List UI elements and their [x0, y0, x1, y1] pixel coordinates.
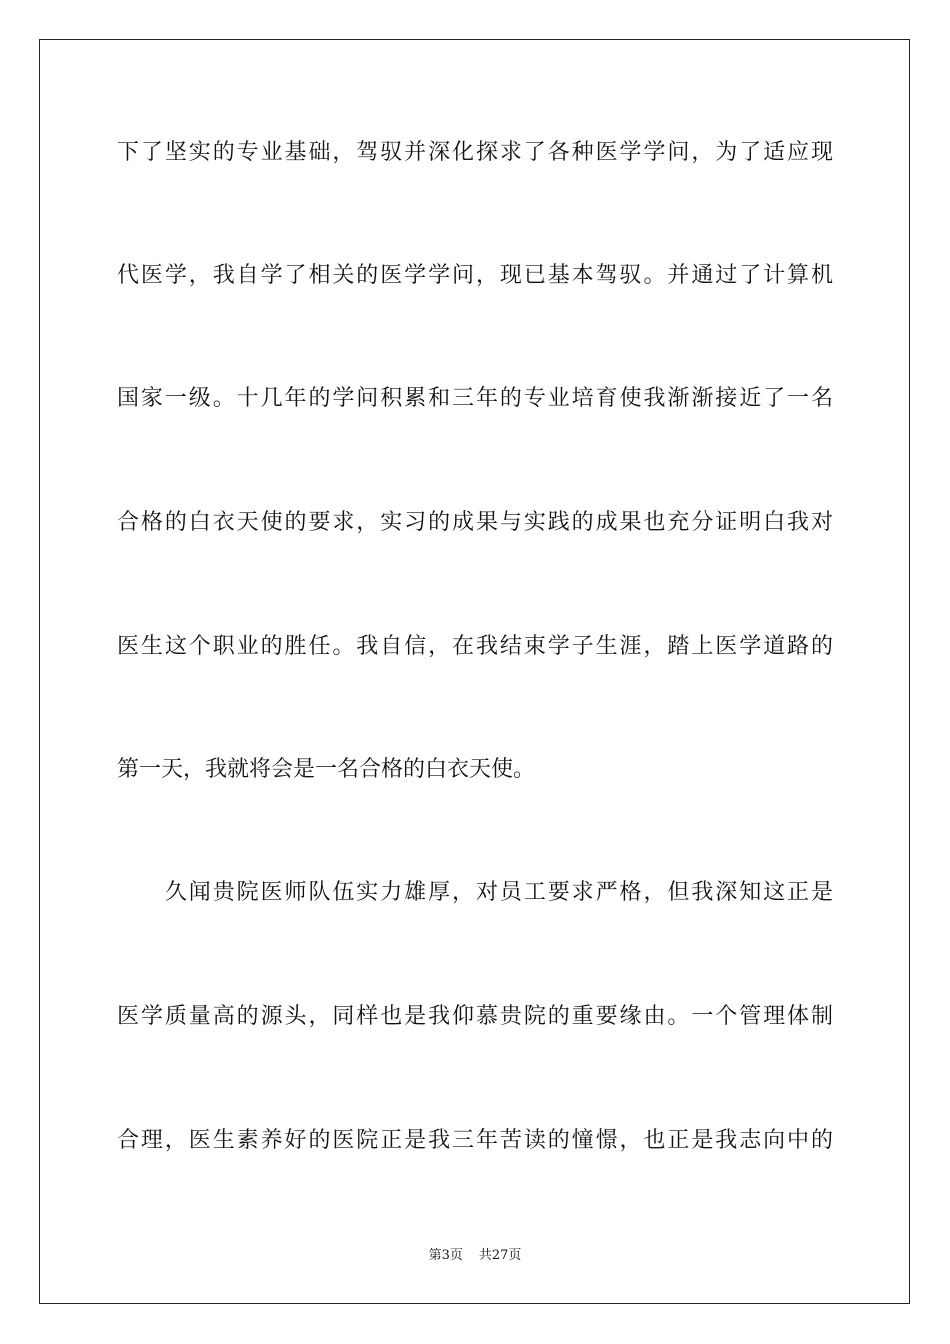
- body-line-2: 代医学，我自学了相关的医学学问，现已基本驾驭。并通过了计算机: [117, 263, 833, 288]
- page-border: [39, 39, 910, 1304]
- body-line-9: 合理，医生素养好的医院正是我三年苦读的憧憬，也正是我志向中的: [117, 1128, 833, 1153]
- body-line-8: 医学质量高的源头，同样也是我仰慕贵院的重要缘由。一个管理体制: [117, 1004, 833, 1029]
- body-line-1: 下了坚实的专业基础，驾驭并深化探求了各种医学学问，为了适应现: [117, 140, 833, 165]
- page-number: 第3页: [428, 1248, 463, 1263]
- page-total: 共27页: [478, 1248, 522, 1263]
- body-line-4: 合格的白衣天使的要求，实习的成果与实践的成果也充分证明白我对: [117, 510, 833, 535]
- body-line-5: 医生这个职业的胜任。我自信，在我结束学子生涯，踏上医学道路的: [117, 634, 833, 659]
- body-line-3: 国家一级。十几年的学问积累和三年的专业培育使我渐渐接近了一名: [117, 386, 833, 411]
- body-line-6: 第一天，我就将会是一名合格的白衣天使。: [117, 757, 536, 782]
- page-footer: [0, 1247, 950, 1265]
- body-line-7: 久闻贵院医师队伍实力雄厚，对员工要求严格，但我深知这正是: [117, 880, 833, 905]
